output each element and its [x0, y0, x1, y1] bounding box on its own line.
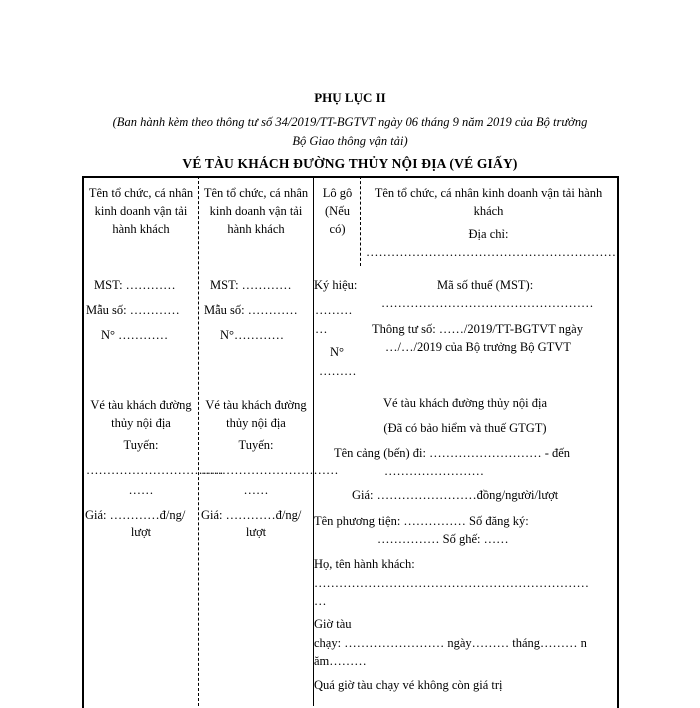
ticket-title: VÉ TÀU KHÁCH ĐƯỜNG THỦY NỘI ĐỊA (VÉ GIẤY) [182, 156, 518, 171]
stub1-route-label: Tuyến: [123, 438, 159, 452]
departure-year: ăm……… [314, 654, 367, 668]
stub1-org-line2: kinh doanh vận tải [94, 204, 188, 218]
stub2-org-line2: kinh doanh vận tải [209, 204, 303, 218]
main-ticket-title: Vé tàu khách đường thủy nội địa [382, 396, 548, 410]
port-line1: Tên cảng (bến) đi: ……………………… - đến [334, 446, 571, 460]
stub2-ticket-line2: thủy nội địa [226, 416, 286, 430]
serial-label: N° [330, 345, 345, 359]
stub1-ticket-line1: Vé tàu khách đường [90, 398, 192, 412]
departure-line: chạy: …………………… ngày……… tháng……… n [314, 636, 587, 650]
circular-line2: …/…/2019 của Bộ trưởng Bộ GTVT [385, 340, 571, 354]
expiry-note: Quá giờ tàu chạy vé không còn giá trị [314, 678, 503, 692]
vehicle-line: Tên phương tiện: …………… Số đăng ký: [314, 514, 529, 528]
stub2-route-dots2: …… [243, 483, 269, 497]
stub2-serial: N°………… [220, 328, 285, 342]
stub2-org [199, 184, 313, 238]
symbol-dots: ……… [315, 303, 353, 317]
seat-line: …………… Số ghế: …… [377, 532, 509, 546]
tax-code-dots: …………………………………………… [381, 296, 594, 310]
appendix-subtitle [80, 113, 620, 151]
passenger-dots2: … [314, 594, 327, 608]
main-org [362, 184, 615, 220]
passenger-dots: ………………………………………………………… [314, 576, 589, 590]
divider-logo [360, 176, 361, 266]
address-label: Địa chỉ: [468, 227, 509, 241]
tax-code-label: Mã số thuế (MST): [437, 278, 534, 292]
stub1-ticket [84, 396, 198, 432]
stub1-price-unit: lượt [130, 525, 152, 539]
circular-line1: Thông tư số: ……/2019/TT-BGTVT ngày [372, 322, 583, 336]
serial-dots: ……… [319, 364, 357, 378]
stub1-org-line3: hành khách [112, 222, 170, 236]
main-org-line2: khách [473, 204, 504, 218]
stub1-ticket-line2: thủy nội địa [111, 416, 171, 430]
logo-line1: Lô gô [322, 186, 353, 200]
symbol-label: Ký hiệu: [314, 278, 358, 292]
stub2-route-dots: …………………………… [201, 463, 339, 477]
stub2-form-no: Mẫu số: ………… [204, 303, 298, 317]
stub2-ticket [199, 396, 313, 432]
stub1-mst: MST: ………… [94, 278, 176, 292]
appendix-title: PHỤ LỤC II [314, 90, 386, 105]
stub1-route-dots: …………………………… [86, 463, 224, 477]
stub2-route-label: Tuyến: [238, 438, 274, 452]
main-ticket-note: (Đã có bảo hiểm và thuế GTGT) [383, 421, 547, 435]
passenger-label: Họ, tên hành khách: [314, 557, 415, 571]
address-dots: …………………………………………………… [366, 245, 616, 259]
stub1-serial: N° ………… [101, 328, 169, 342]
main-org-line1: Tên tổ chức, cá nhân kinh doanh vận tải hành [374, 186, 603, 200]
stub1-org-line1: Tên tổ chức, cá nhân [88, 186, 194, 200]
departure-label: Giờ tàu [314, 617, 352, 631]
logo-line3: có) [329, 222, 346, 236]
stub1-org [84, 184, 198, 238]
stub2-price: Giá: …………đ/ng/ [201, 508, 302, 522]
logo-line2: (Nếu [325, 204, 350, 218]
subtitle-line-1: (Ban hành kèm theo thông tư số 34/2019/TT-BGTVT ngày 06 tháng 9 năm 2019 của Bộ trưởng [112, 115, 588, 129]
stub1-route-dots2: …… [128, 483, 154, 497]
symbol-dots2: … [315, 322, 328, 336]
port-line2: …………………… [384, 464, 484, 478]
main-price: Giá: ……………………đồng/người/lượt [352, 488, 559, 502]
stub2-ticket-line1: Vé tàu khách đường [205, 398, 307, 412]
subtitle-line-2: Bộ Giao thông vận tải) [292, 134, 408, 148]
logo-placeholder [315, 184, 360, 238]
stub1-form-no: Mẫu số: ………… [86, 303, 180, 317]
stub2-org-line1: Tên tổ chức, cá nhân [203, 186, 309, 200]
stub2-org-line3: hành khách [227, 222, 285, 236]
stub2-price-unit: lượt [245, 525, 267, 539]
stub2-mst: MST: ………… [210, 278, 292, 292]
stub1-price: Giá: …………đ/ng/ [85, 508, 186, 522]
